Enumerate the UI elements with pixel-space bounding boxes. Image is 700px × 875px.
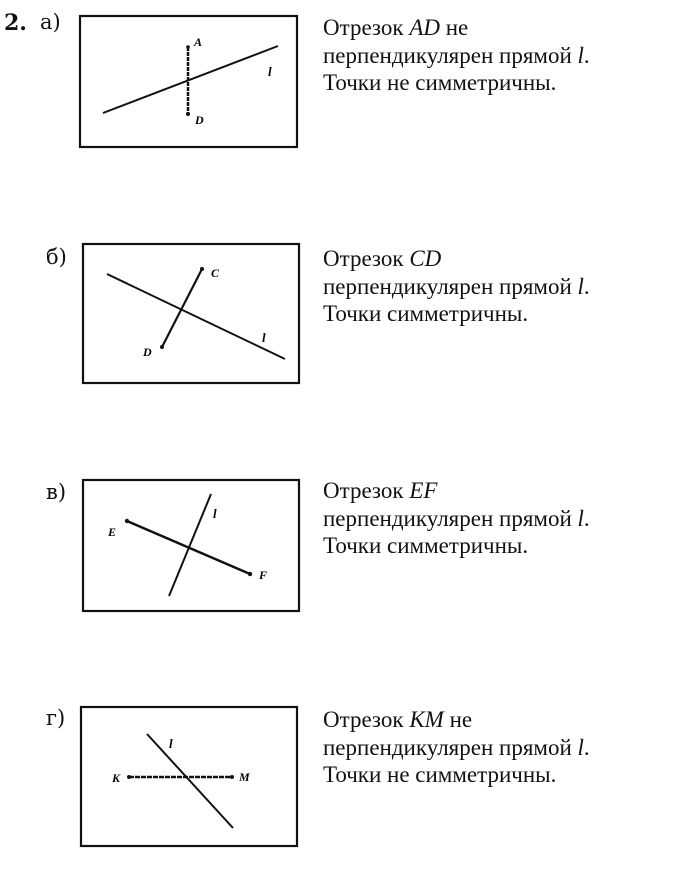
- item-label-a: а): [40, 10, 61, 34]
- answer-line-2: перпендикулярен прямой l.: [323, 505, 590, 531]
- line-name: l: [577, 273, 584, 299]
- line-l: [107, 274, 285, 359]
- line-name: l: [577, 505, 584, 531]
- item-label-v: в): [46, 480, 67, 504]
- answer-line-3: Точки симметричны.: [323, 301, 529, 326]
- answer-line-1: Отрезок AD не: [323, 15, 469, 40]
- point-c: [200, 267, 204, 271]
- point-a: [186, 45, 190, 49]
- line-name: l: [577, 42, 584, 68]
- answer-text-a: [323, 14, 590, 97]
- segment-name: AD: [409, 15, 440, 40]
- answer-line-3: Точки не симметричны.: [323, 70, 557, 95]
- problem-number: 2.: [4, 10, 27, 36]
- label-k: K: [112, 771, 121, 785]
- figure-g: [81, 707, 297, 846]
- figure-frame: [83, 480, 299, 611]
- label-l: l: [213, 506, 217, 521]
- segment-ef: [127, 521, 250, 574]
- answer-line-2: перпендикулярен прямой l.: [323, 734, 590, 760]
- point-f: [248, 572, 252, 576]
- point-d: [160, 345, 164, 349]
- figure-a: [80, 16, 297, 147]
- line-l: [103, 46, 278, 113]
- label-m: M: [239, 770, 250, 784]
- label-d: D: [143, 345, 152, 359]
- segment-name: EF: [409, 478, 438, 503]
- label-a: A: [194, 35, 203, 49]
- point-k: [127, 775, 131, 779]
- item-label-b: б): [46, 245, 67, 269]
- line-name: l: [577, 734, 584, 760]
- label-e: E: [108, 525, 117, 539]
- figure-frame: [80, 16, 297, 147]
- segment-name: KM: [409, 707, 444, 732]
- point-e: [125, 519, 129, 523]
- figure-v: [83, 480, 299, 611]
- answer-line-2: перпендикулярен прямой l.: [323, 273, 590, 299]
- label-c: C: [211, 266, 220, 280]
- label-l: l: [268, 64, 272, 79]
- answer-text-v: [323, 477, 590, 560]
- answer-line-3: Точки симметричны.: [323, 533, 529, 558]
- answer-line-3: Точки не симметричны.: [323, 762, 557, 787]
- answer-line-1: Отрезок KM не: [323, 707, 473, 732]
- point-d: [186, 112, 190, 116]
- label-l: l: [169, 736, 173, 751]
- line-l: [147, 734, 233, 828]
- answer-line-1: Отрезок EF: [323, 478, 438, 503]
- figure-b: [83, 244, 299, 383]
- point-m: [230, 775, 234, 779]
- answer-line-1: Отрезок CD: [323, 246, 442, 271]
- answer-line-2: перпендикулярен прямой l.: [323, 42, 590, 68]
- line-l: [169, 494, 211, 596]
- label-l: l: [262, 330, 266, 345]
- item-label-g: г): [46, 706, 66, 730]
- label-f: F: [259, 568, 268, 582]
- segment-name: CD: [409, 246, 442, 271]
- label-d: D: [195, 113, 204, 127]
- segment-cd: [162, 269, 202, 347]
- answer-text-b: [323, 245, 590, 328]
- answer-text-g: [323, 706, 590, 789]
